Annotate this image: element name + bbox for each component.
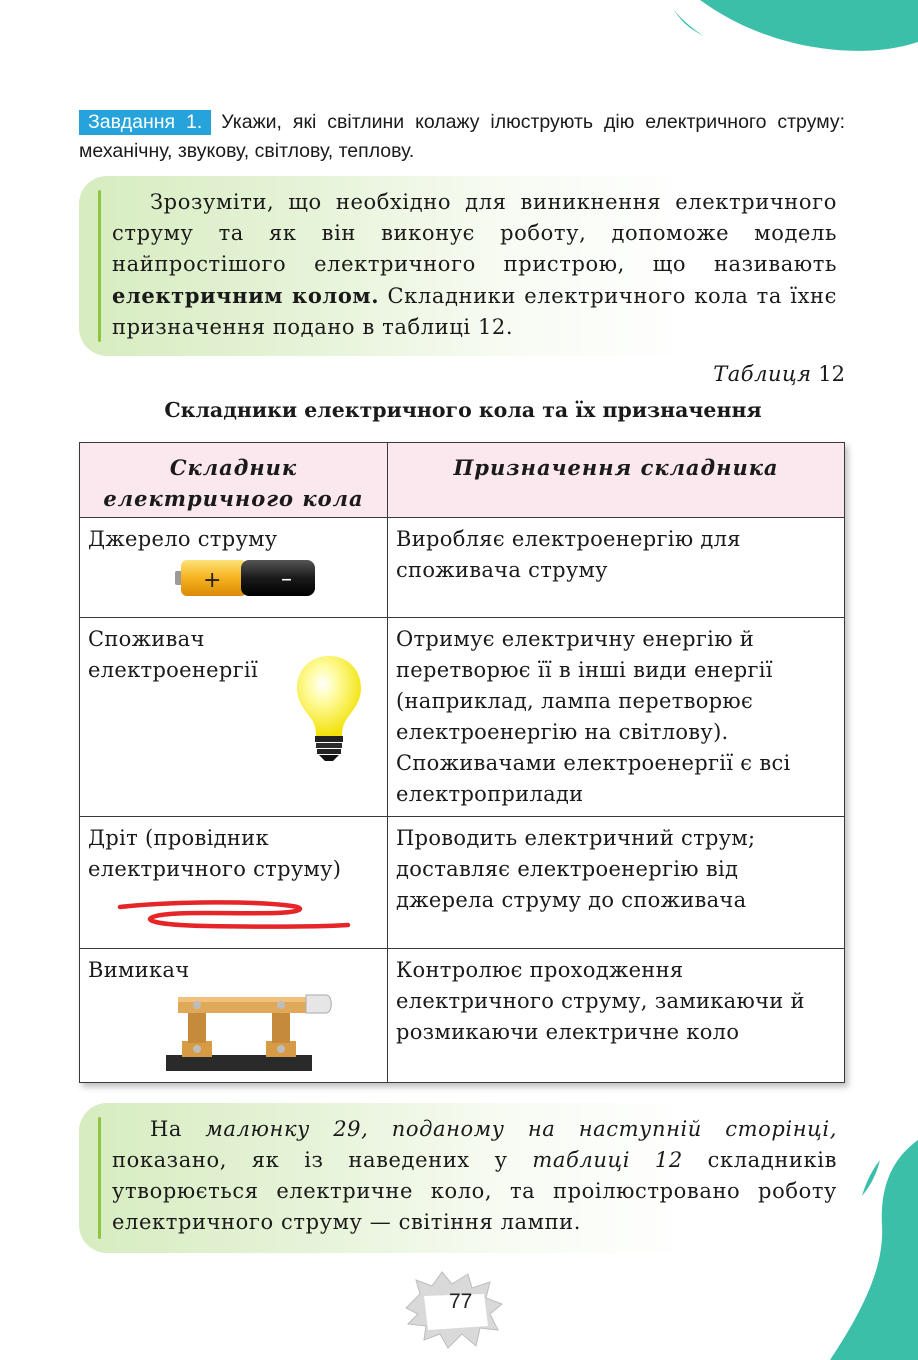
components-table <box>79 442 845 1083</box>
table-number: Таблиця 12 <box>713 362 845 386</box>
closing-note: На малюнку 29, поданому на наступній сторінці, показано, як із наведених у таблиці 12 складників утворюється електричне коло, та проілюстровано роботу електричного струму — світіння лампи. <box>79 1103 845 1253</box>
component-purpose: Виробляє електроенергію для споживача струму <box>388 518 845 618</box>
header-component: Складник електричного кола <box>80 443 388 518</box>
component-name: Дріт (провідник електричного струму) <box>88 826 342 881</box>
table-row <box>80 949 845 1083</box>
table-row <box>80 518 845 618</box>
table-row <box>80 817 845 949</box>
component-purpose: Контролює проходження електричного струму, замикаючи й розмикаючи електричне коло <box>388 949 845 1083</box>
table-row <box>80 618 845 817</box>
battery-icon <box>175 558 317 598</box>
wire-icon <box>116 897 356 933</box>
svg-text:+: + <box>203 568 222 593</box>
component-name: Джерело струму <box>88 527 278 551</box>
component-purpose: Проводить електричний струм; доставляє електроенергію від джерела струму до споживача <box>388 817 845 949</box>
intro-term: електричним колом. <box>112 283 380 308</box>
switch-icon <box>166 993 336 1073</box>
corner-wave-decoration <box>660 0 918 60</box>
component-name: Вимикач <box>88 958 190 982</box>
intro-text-1: Зрозуміти, що необхідно для виникнення електричного струму та як він виконує роботу, допоможе модель найпростішого електричного пристрою, що називають <box>112 190 837 276</box>
component-purpose: Отримує електричну енергію й перетворює її в інші види енергії (наприклад, лампа перетворює електроенергію на світлову). Споживачами електроенергії є всі електроприлади <box>388 618 845 817</box>
header-purpose: Призначення складника <box>388 443 845 518</box>
table-title: Складники електричного кола та їх призначення <box>164 398 762 422</box>
page-number: 77 <box>449 1290 473 1313</box>
intro-text-2: Складники електричного кола та їхнє призначення подано в таблиці 12. <box>112 284 837 339</box>
figure-reference: малюнку 29, поданому на наступній сторінці, <box>205 1117 837 1141</box>
table-reference: таблиці 12 <box>532 1148 683 1172</box>
task-text: Укажи, які світлини колажу ілюструють дію електричного струму: механічну, звукову, світлову, теплову. <box>79 111 846 162</box>
table-header-row <box>80 443 845 518</box>
light-bulb-icon <box>295 654 363 762</box>
intro-note <box>79 176 845 356</box>
component-name: Споживач електроенергії <box>88 627 258 682</box>
task-block <box>79 108 845 166</box>
svg-text:–: – <box>281 567 293 592</box>
task-label: Завдання 1. <box>79 110 211 135</box>
